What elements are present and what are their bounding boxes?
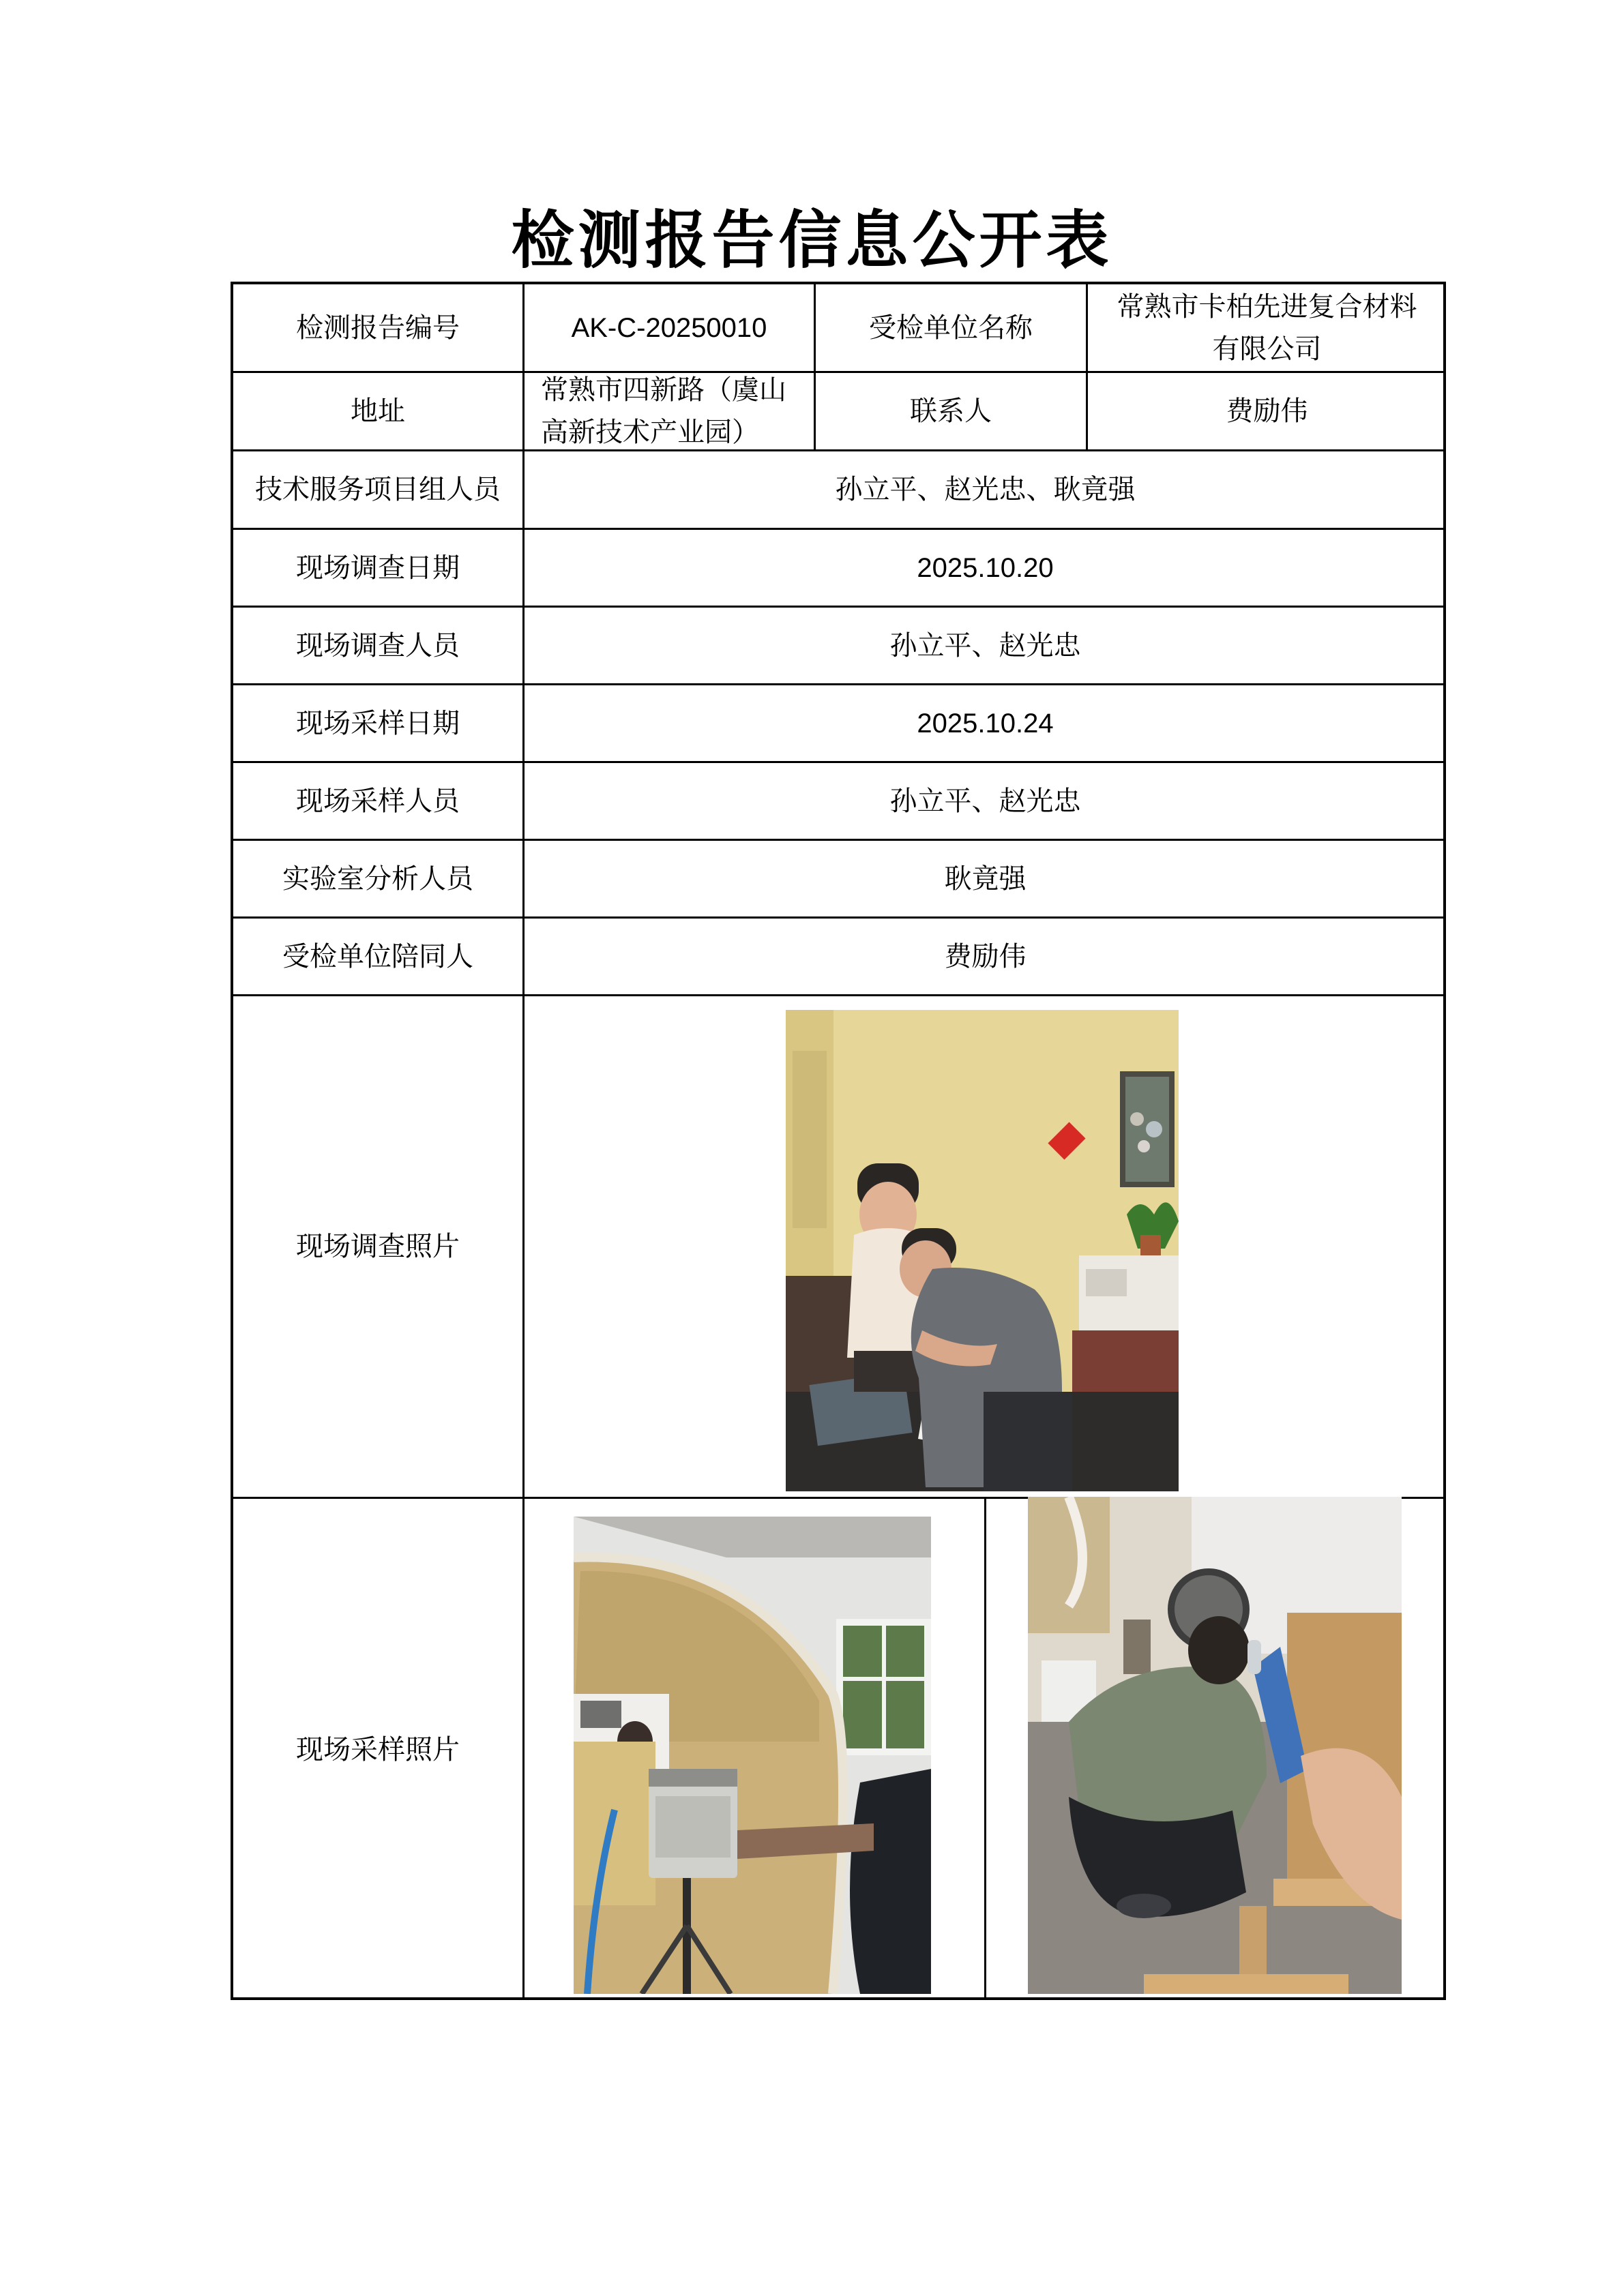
escort-label: 受检单位陪同人 [282, 940, 473, 972]
escort-value: 费励伟 [944, 940, 1027, 972]
survey-date-label: 现场调查日期 [296, 552, 460, 584]
sampling-photo-left [574, 1517, 931, 1994]
address-value: 常熟市四新路（虞山高新技术产业园） [541, 374, 786, 448]
report-no-value: AK-C-20250010 [571, 312, 767, 343]
sampling-date-value: 2025.10.24 [917, 708, 1054, 739]
lab-staff-value: 耿竟强 [944, 863, 1027, 895]
page-title: 检测报告信息公开表 [511, 203, 1113, 277]
sampling-staff-value: 孙立平、赵光忠 [889, 785, 1081, 817]
lab-staff-label: 实验室分析人员 [282, 863, 473, 895]
contact-label: 联系人 [910, 396, 992, 427]
survey-staff-value: 孙立平、赵光忠 [889, 629, 1081, 661]
report-no-label: 检测报告编号 [296, 312, 460, 344]
survey-photo [786, 1010, 1179, 1491]
unit-name-label: 受检单位名称 [869, 312, 1033, 344]
sampling-photo-label: 现场采样照片 [296, 1733, 460, 1765]
address-label: 地址 [351, 396, 405, 427]
contact-value: 费励伟 [1226, 396, 1308, 427]
survey-date-value: 2025.10.20 [917, 552, 1054, 583]
unit-name-value: 常熟市卡柏先进复合材料有限公司 [1117, 290, 1417, 365]
col-divider [984, 1497, 986, 2000]
survey-staff-label: 现场调查人员 [296, 629, 460, 661]
survey-photo-label: 现场调查照片 [296, 1231, 460, 1262]
sampling-staff-label: 现场采样人员 [296, 785, 460, 817]
sampling-date-label: 现场采样日期 [296, 707, 460, 739]
tech-team-label: 技术服务项目组人员 [255, 474, 501, 505]
info-table [231, 282, 1446, 2000]
sampling-photo-right [1028, 1497, 1402, 1994]
tech-team-value: 孙立平、赵光忠、耿竟强 [835, 474, 1136, 505]
